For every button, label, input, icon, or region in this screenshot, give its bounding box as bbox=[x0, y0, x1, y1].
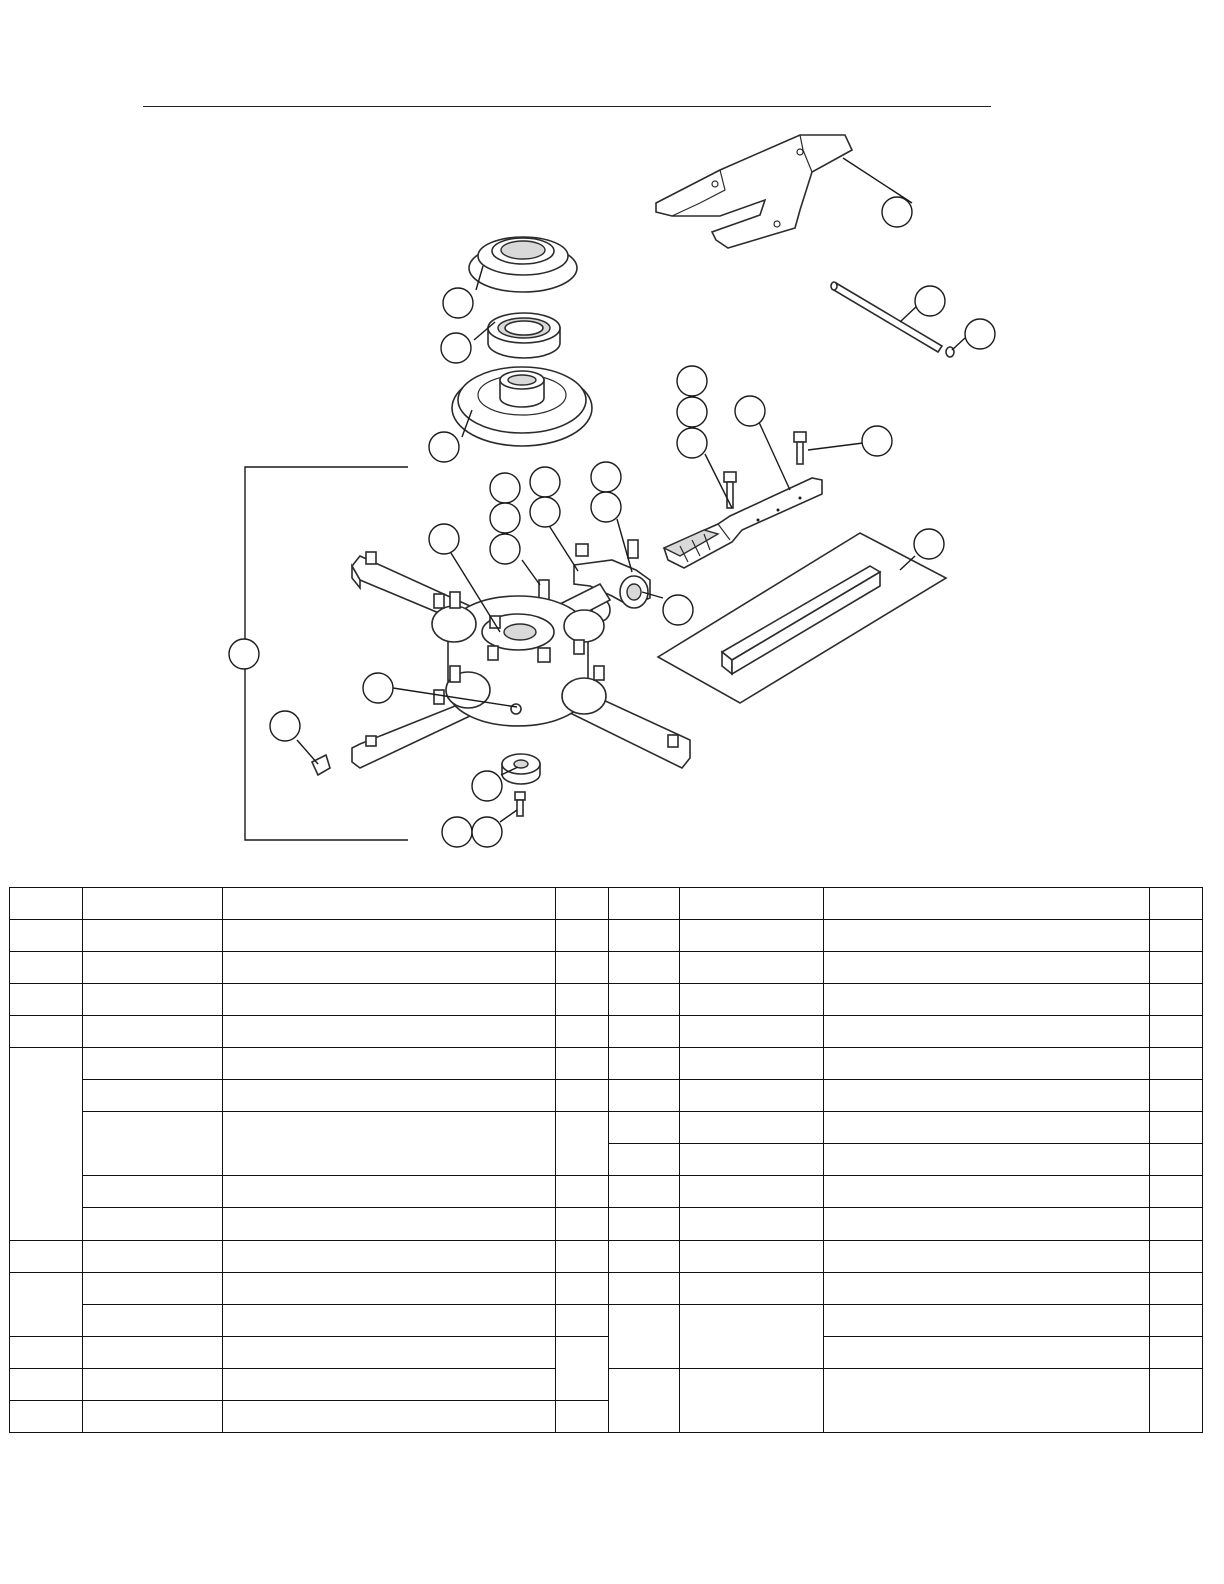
table-cell bbox=[556, 920, 609, 952]
table-cell bbox=[609, 920, 680, 952]
table-cell bbox=[824, 1208, 1150, 1240]
bearing bbox=[488, 313, 560, 358]
table-cell bbox=[609, 1112, 680, 1144]
table-cell bbox=[609, 984, 680, 1016]
callout-circles bbox=[229, 197, 995, 847]
table-cell bbox=[556, 1240, 609, 1272]
table-cell bbox=[824, 1304, 1150, 1336]
table-cell bbox=[83, 952, 223, 984]
table-cell bbox=[824, 1336, 1150, 1368]
table-cell bbox=[83, 1400, 223, 1432]
table-cell bbox=[1150, 1016, 1203, 1048]
table-cell bbox=[824, 1112, 1150, 1144]
table-cell bbox=[83, 1048, 223, 1080]
table-row bbox=[10, 1240, 1203, 1272]
table-cell bbox=[1150, 920, 1203, 952]
table-cell bbox=[609, 1080, 680, 1112]
table-cell bbox=[1150, 952, 1203, 984]
table-cell bbox=[10, 1368, 83, 1400]
table-cell bbox=[556, 1304, 609, 1336]
table-cell bbox=[1150, 1208, 1203, 1240]
table-cell bbox=[83, 984, 223, 1016]
table-cell bbox=[1150, 888, 1203, 920]
table-cell bbox=[609, 1144, 680, 1176]
table-cell bbox=[10, 984, 83, 1016]
table-cell bbox=[223, 1304, 556, 1336]
top-cover-cap bbox=[469, 237, 577, 292]
table-cell bbox=[680, 984, 824, 1016]
table-cell bbox=[556, 888, 609, 920]
table-cell bbox=[680, 952, 824, 984]
table-cell bbox=[824, 1048, 1150, 1080]
table-cell bbox=[223, 1080, 556, 1112]
table-cell bbox=[83, 1272, 223, 1304]
table-cell bbox=[83, 920, 223, 952]
table-cell bbox=[1150, 1272, 1203, 1304]
table-row bbox=[10, 888, 1203, 920]
table-cell bbox=[556, 984, 609, 1016]
table-cell bbox=[223, 984, 556, 1016]
table-cell bbox=[824, 1144, 1150, 1176]
table-cell bbox=[223, 920, 556, 952]
table-cell bbox=[1150, 1112, 1203, 1144]
table-cell bbox=[223, 888, 556, 920]
table-cell bbox=[824, 920, 1150, 952]
table-row bbox=[10, 1016, 1203, 1048]
table-cell bbox=[556, 1208, 609, 1240]
table-cell bbox=[680, 1112, 824, 1144]
table-cell bbox=[556, 1176, 609, 1208]
table-cell bbox=[609, 1016, 680, 1048]
table-row bbox=[10, 1336, 1203, 1368]
assembly-group-bracket bbox=[245, 467, 408, 840]
table-row bbox=[10, 1272, 1203, 1304]
table-cell bbox=[824, 1272, 1150, 1304]
table-cell bbox=[556, 1272, 609, 1304]
table-cell bbox=[10, 1048, 83, 1240]
yoke-fork bbox=[656, 135, 852, 248]
bolt-b bbox=[794, 432, 806, 464]
table-cell bbox=[83, 1304, 223, 1336]
table-cell bbox=[1150, 1048, 1203, 1080]
table-cell bbox=[556, 952, 609, 984]
table-cell bbox=[680, 1080, 824, 1112]
table-cell bbox=[609, 1368, 680, 1432]
table-cell bbox=[83, 1368, 223, 1400]
table-row bbox=[10, 1112, 1203, 1144]
table-cell bbox=[223, 1272, 556, 1304]
table-cell bbox=[10, 920, 83, 952]
table-cell bbox=[680, 1368, 824, 1432]
table-row bbox=[10, 1176, 1203, 1208]
table-cell bbox=[680, 920, 824, 952]
table-cell bbox=[83, 1176, 223, 1208]
table-cell bbox=[824, 1176, 1150, 1208]
table-cell bbox=[556, 1016, 609, 1048]
table-cell bbox=[223, 1240, 556, 1272]
table-cell bbox=[824, 1016, 1150, 1048]
table-cell bbox=[824, 888, 1150, 920]
table-cell bbox=[609, 1272, 680, 1304]
table-cell bbox=[83, 1080, 223, 1112]
table-cell bbox=[10, 1336, 83, 1368]
table-row bbox=[10, 1304, 1203, 1336]
table-cell bbox=[1150, 984, 1203, 1016]
table-cell bbox=[10, 1240, 83, 1272]
table-cell bbox=[223, 1336, 556, 1368]
table-cell bbox=[10, 1272, 83, 1336]
table-row bbox=[10, 1208, 1203, 1240]
table-row bbox=[10, 920, 1203, 952]
table-cell bbox=[680, 1240, 824, 1272]
table-cell bbox=[556, 1112, 609, 1176]
table-cell bbox=[1150, 1144, 1203, 1176]
table-cell bbox=[556, 1080, 609, 1112]
table-cell bbox=[10, 1400, 83, 1432]
table-row bbox=[10, 1048, 1203, 1080]
table-cell bbox=[680, 1176, 824, 1208]
table-cell bbox=[824, 984, 1150, 1016]
table-cell bbox=[223, 1176, 556, 1208]
table-cell bbox=[680, 1048, 824, 1080]
table-cell bbox=[10, 1016, 83, 1048]
table-cell bbox=[1150, 1304, 1203, 1336]
table-cell bbox=[824, 952, 1150, 984]
table-row bbox=[10, 952, 1203, 984]
table-cell bbox=[223, 1112, 556, 1176]
table-cell bbox=[83, 1016, 223, 1048]
table-cell bbox=[556, 1336, 609, 1400]
table-cell bbox=[1150, 1240, 1203, 1272]
table-cell bbox=[223, 1016, 556, 1048]
table-row bbox=[10, 1080, 1203, 1112]
table-cell bbox=[609, 1048, 680, 1080]
table-cell bbox=[83, 1240, 223, 1272]
table-cell bbox=[83, 1336, 223, 1368]
table-row bbox=[10, 984, 1203, 1016]
table-cell bbox=[609, 952, 680, 984]
table-cell bbox=[609, 888, 680, 920]
cap-screw bbox=[312, 755, 330, 775]
set-screw bbox=[515, 792, 525, 816]
table-cell bbox=[609, 1208, 680, 1240]
table-cell bbox=[680, 1016, 824, 1048]
table-cell bbox=[223, 1368, 556, 1400]
parts-list-table bbox=[9, 887, 1203, 1433]
table-cell bbox=[10, 952, 83, 984]
table-cell bbox=[1150, 1368, 1203, 1432]
table-cell bbox=[83, 1112, 223, 1176]
table-cell bbox=[680, 1272, 824, 1304]
table-cell bbox=[1150, 1336, 1203, 1368]
table-cell bbox=[223, 952, 556, 984]
table-cell bbox=[680, 1208, 824, 1240]
table-cell bbox=[1150, 1176, 1203, 1208]
table-cell bbox=[680, 1304, 824, 1368]
table-cell bbox=[223, 1208, 556, 1240]
table-cell bbox=[824, 1368, 1150, 1432]
table-cell bbox=[824, 1240, 1150, 1272]
table-cell bbox=[1150, 1080, 1203, 1112]
table-cell bbox=[609, 1176, 680, 1208]
table-cell bbox=[609, 1240, 680, 1272]
table-cell bbox=[223, 1400, 556, 1432]
spacer-washer bbox=[502, 754, 540, 784]
table-cell bbox=[556, 1048, 609, 1080]
table-cell bbox=[680, 1144, 824, 1176]
table-cell bbox=[83, 888, 223, 920]
pulley-disc bbox=[452, 367, 592, 446]
table-cell bbox=[223, 1048, 556, 1080]
table-cell bbox=[10, 888, 83, 920]
table-cell bbox=[83, 1208, 223, 1240]
table-cell bbox=[824, 1080, 1150, 1112]
table-cell bbox=[556, 1400, 609, 1432]
table-cell bbox=[609, 1304, 680, 1368]
drive-shaft bbox=[664, 478, 822, 568]
table-cell bbox=[680, 888, 824, 920]
